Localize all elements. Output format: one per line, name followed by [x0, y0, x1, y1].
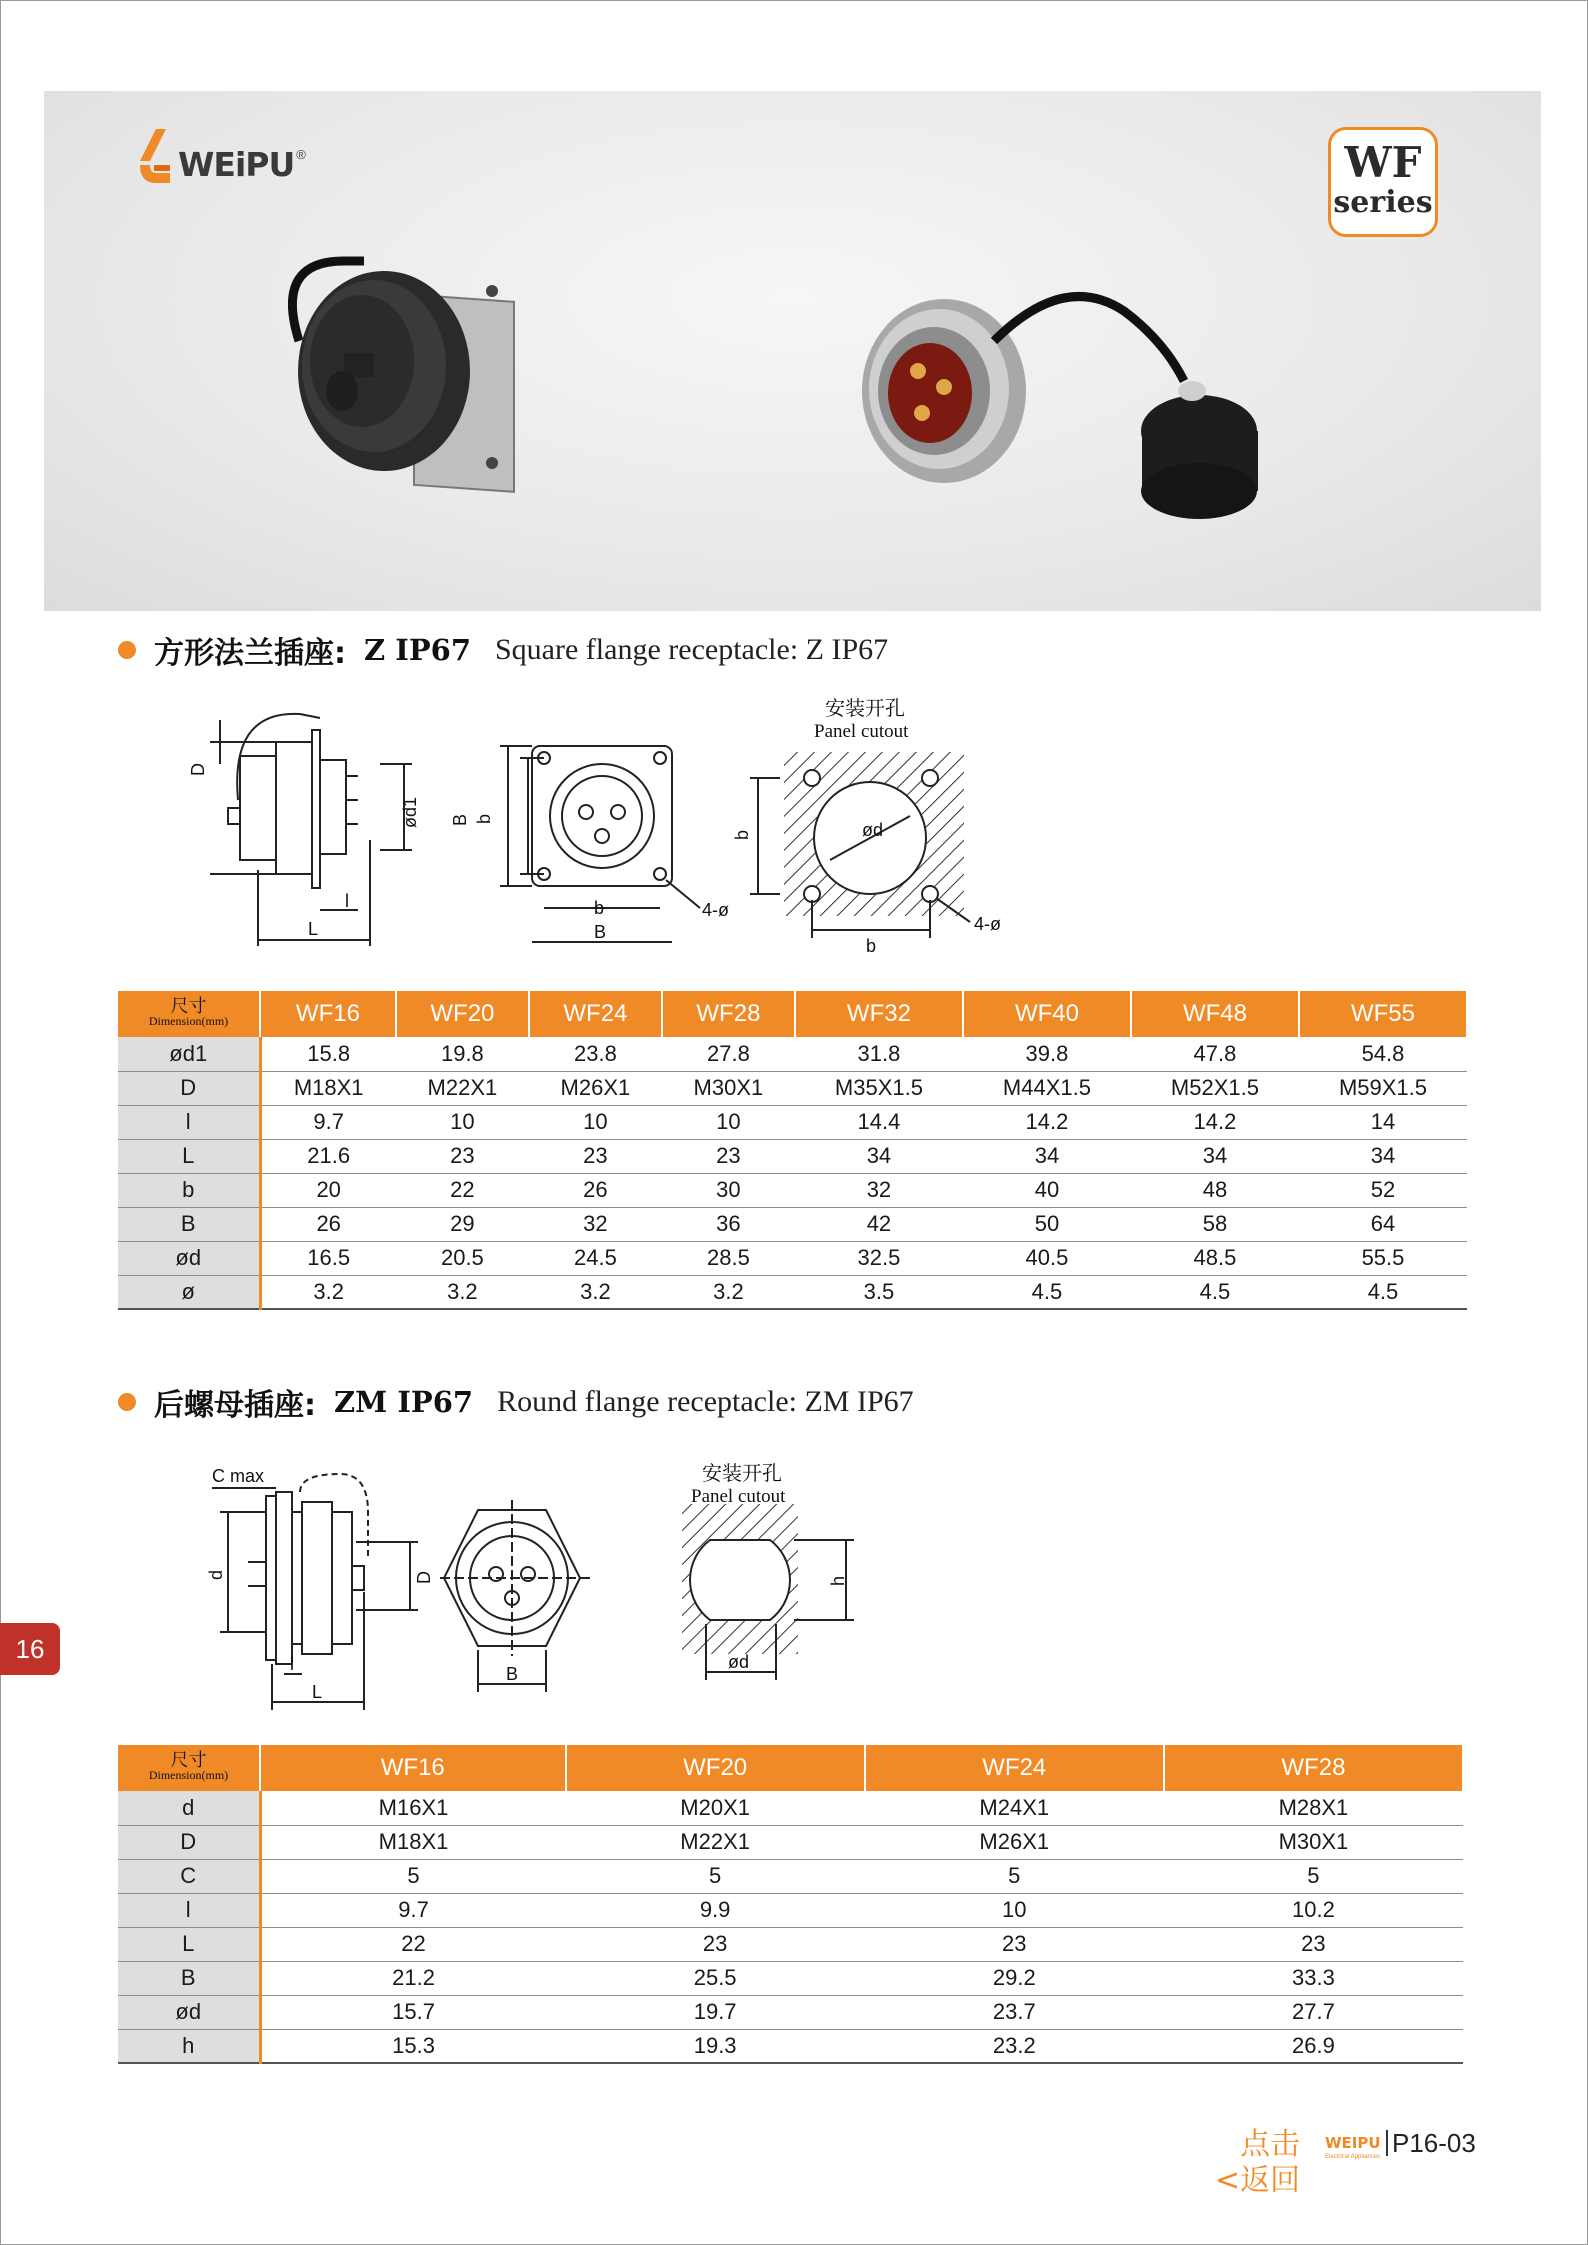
section2-title	[118, 1380, 914, 1424]
table-cell: 5	[865, 1859, 1164, 1893]
table-cell: 23	[1164, 1927, 1463, 1961]
table-cell: 25.5	[566, 1961, 865, 1995]
table-cell: 32	[529, 1207, 662, 1241]
table-cell: 20	[260, 1173, 396, 1207]
table-cell: 10	[396, 1105, 529, 1139]
row-label: ø	[118, 1275, 260, 1309]
table-cell: 3.2	[662, 1275, 795, 1309]
table-row	[118, 1995, 1463, 2029]
table-cell: 10.2	[1164, 1893, 1463, 1927]
series-badge-top: WF	[1344, 138, 1422, 187]
bullet-icon	[118, 641, 136, 659]
table-cell: 23	[529, 1139, 662, 1173]
table-row	[118, 1791, 1463, 1825]
table-cell: 4.5	[1299, 1275, 1467, 1309]
column-header: WF24	[529, 991, 662, 1037]
column-header: WF55	[1299, 991, 1467, 1037]
section1-technical-drawing	[180, 690, 1040, 960]
back-link-click[interactable]: 点击	[1240, 2127, 1301, 2162]
footer-separator	[1386, 2130, 1388, 2156]
page-number-tab: 16	[0, 1623, 60, 1675]
table-cell: 19.3	[566, 2029, 865, 2063]
panel-cutout-en: Panel cutout	[814, 721, 909, 742]
table-row	[118, 1275, 1467, 1309]
table-cell: 64	[1299, 1207, 1467, 1241]
table-cell: 32	[795, 1173, 963, 1207]
row-label: b	[118, 1173, 260, 1207]
section2-code: ZM IP67	[334, 1385, 474, 1419]
table-cell: 34	[1131, 1139, 1299, 1173]
row-label: ød	[118, 1995, 260, 2029]
table-cell: 54.8	[1299, 1037, 1467, 1071]
label-d1: ød1	[400, 796, 420, 828]
dimension-header-cn: 尺寸	[170, 996, 207, 1017]
table-cell: M24X1	[865, 1791, 1164, 1825]
table-row	[118, 1893, 1463, 1927]
table-cell: 34	[795, 1139, 963, 1173]
table-cell: 48	[1131, 1173, 1299, 1207]
table-cell: M20X1	[566, 1791, 865, 1825]
label-L: L	[312, 1682, 323, 1702]
table-cell: 3.2	[529, 1275, 662, 1309]
table-cell: 15.8	[260, 1037, 396, 1071]
table-header-row	[118, 991, 1467, 1037]
table-cell: 23.2	[865, 2029, 1164, 2063]
label-D: D	[188, 763, 208, 776]
table-cell: 14.2	[963, 1105, 1131, 1139]
table-cell: 19.7	[566, 1995, 865, 2029]
panel-cutout-cn: 安装开孔	[825, 698, 905, 720]
table-row	[118, 1825, 1463, 1859]
section1-code: Z IP67	[364, 633, 471, 667]
table-row	[118, 1207, 1467, 1241]
table-cell: 22	[396, 1173, 529, 1207]
label-L: L	[308, 919, 319, 939]
table-cell: 27.8	[662, 1037, 795, 1071]
table-cell: 55.5	[1299, 1241, 1467, 1275]
table-cell: 22	[260, 1927, 566, 1961]
table-cell: 10	[529, 1105, 662, 1139]
logo-registered: ®	[296, 146, 306, 162]
table-cell: 26	[529, 1173, 662, 1207]
label-h: h	[828, 1575, 848, 1586]
table-row	[118, 1961, 1463, 1995]
label-b: b	[594, 898, 605, 918]
table-cell: M28X1	[1164, 1791, 1463, 1825]
table-cell: M18X1	[260, 1825, 566, 1859]
table-cell: 26	[260, 1207, 396, 1241]
table-cell: 34	[963, 1139, 1131, 1173]
column-header: WF24	[865, 1745, 1164, 1791]
table-cell: 21.2	[260, 1961, 566, 1995]
section2-technical-drawing	[200, 1452, 880, 1716]
table-cell: 14	[1299, 1105, 1467, 1139]
label-B-vert: B	[450, 813, 470, 826]
hero-banner	[44, 91, 1541, 611]
label-B: B	[506, 1664, 519, 1684]
column-header: WF40	[963, 991, 1131, 1037]
table-row	[118, 1105, 1467, 1139]
table-cell: 28.5	[662, 1241, 795, 1275]
table-cell: 9.9	[566, 1893, 865, 1927]
row-label: D	[118, 1071, 260, 1105]
dimension-header-cn: 尺寸	[170, 1750, 207, 1771]
row-label: l	[118, 1893, 260, 1927]
table-cell: 42	[795, 1207, 963, 1241]
label-l: l	[345, 891, 349, 911]
column-header: WF20	[396, 991, 529, 1037]
row-label: l	[118, 1105, 260, 1139]
panel-cutout-en: Panel cutout	[691, 1486, 786, 1507]
table-cell: 47.8	[1131, 1037, 1299, 1071]
row-label: ød	[118, 1241, 260, 1275]
section2-title-cn: 后螺母插座:	[154, 1388, 316, 1423]
row-label: h	[118, 2029, 260, 2063]
label-D: D	[414, 1571, 434, 1584]
table-cell: 15.3	[260, 2029, 566, 2063]
table-row	[118, 1071, 1467, 1105]
table-row	[118, 1037, 1467, 1071]
footer-brand: WEIPU	[1325, 2134, 1381, 2152]
table-cell: 23	[396, 1139, 529, 1173]
table-cell: 50	[963, 1207, 1131, 1241]
section1-title-cn: 方形法兰插座:	[154, 636, 346, 671]
row-label: B	[118, 1207, 260, 1241]
table-cell: 29	[396, 1207, 529, 1241]
label-l: l	[290, 1654, 294, 1674]
table-cell: 23	[865, 1927, 1164, 1961]
table-cell: M26X1	[865, 1825, 1164, 1859]
label-B: B	[594, 922, 607, 942]
table-cell: 33.3	[1164, 1961, 1463, 1995]
section1-dimension-table	[118, 991, 1468, 1310]
section2-title-en: Round flange receptacle: ZM IP67	[497, 1385, 914, 1418]
table-cell: 40	[963, 1173, 1131, 1207]
table-cell: M26X1	[529, 1071, 662, 1105]
table-cell: 5	[566, 1859, 865, 1893]
table-row	[118, 1139, 1467, 1173]
table-cell: 14.4	[795, 1105, 963, 1139]
table-cell: 16.5	[260, 1241, 396, 1275]
table-cell: 15.7	[260, 1995, 566, 2029]
row-label: L	[118, 1927, 260, 1961]
column-header: WF48	[1131, 991, 1299, 1037]
table-row	[118, 1241, 1467, 1275]
table-cell: M44X1.5	[963, 1071, 1131, 1105]
table-cell: 31.8	[795, 1037, 963, 1071]
table-cell: 4.5	[1131, 1275, 1299, 1309]
round-receptacle-product-image	[862, 296, 1258, 519]
column-header: WF28	[662, 991, 795, 1037]
table-cell: 30	[662, 1173, 795, 1207]
section2-dimension-table	[118, 1745, 1464, 2064]
footer-page-number: P16-03	[1392, 2128, 1476, 2158]
table-cell: 52	[1299, 1173, 1467, 1207]
table-cell: M59X1.5	[1299, 1071, 1467, 1105]
table-cell: 19.8	[396, 1037, 529, 1071]
table-cell: 23.7	[865, 1995, 1164, 2029]
label-d: d	[206, 1569, 226, 1580]
table-cell: 58	[1131, 1207, 1299, 1241]
product-photo	[44, 91, 1541, 611]
logo-text: WEiPU	[178, 144, 295, 184]
row-label: ød1	[118, 1037, 260, 1071]
table-cell: 3.5	[795, 1275, 963, 1309]
table-cell: 5	[1164, 1859, 1463, 1893]
table-cell: M18X1	[260, 1071, 396, 1105]
dimension-header	[118, 991, 260, 1037]
square-flange-product-image	[292, 261, 514, 492]
table-cell: 4.5	[963, 1275, 1131, 1309]
label-od: ød	[728, 1652, 750, 1672]
table-cell: M52X1.5	[1131, 1071, 1299, 1105]
table-cell: 20.5	[396, 1241, 529, 1275]
table-cell: 21.6	[260, 1139, 396, 1173]
label-b-vert: b	[474, 813, 494, 824]
table-cell: 10	[662, 1105, 795, 1139]
table-cell: 39.8	[963, 1037, 1131, 1071]
row-label: C	[118, 1859, 260, 1893]
table-cell: 9.7	[260, 1893, 566, 1927]
table-cell: M30X1	[662, 1071, 795, 1105]
table-cell: 3.2	[260, 1275, 396, 1309]
dimension-header-en: Dimension(mm)	[148, 1768, 229, 1782]
table-cell: 23.8	[529, 1037, 662, 1071]
table-header-row	[118, 1745, 1463, 1791]
section1-title-en: Square flange receptacle: Z IP67	[495, 633, 889, 666]
table-cell: 14.2	[1131, 1105, 1299, 1139]
column-header: WF16	[260, 991, 396, 1037]
dimension-header-en: Dimension(mm)	[148, 1014, 229, 1028]
table-cell: M22X1	[396, 1071, 529, 1105]
row-label: B	[118, 1961, 260, 1995]
table-cell: 36	[662, 1207, 795, 1241]
bullet-icon	[118, 1393, 136, 1411]
section1-title	[118, 628, 888, 672]
column-header: WF28	[1164, 1745, 1463, 1791]
label-b-cutout: b	[732, 829, 752, 840]
panel-cutout-cn: 安装开孔	[702, 1463, 782, 1485]
column-header: WF20	[566, 1745, 865, 1791]
label-holes-cutout: 4-ø	[974, 914, 1001, 934]
series-badge-bottom: series	[1333, 185, 1433, 220]
row-label: D	[118, 1825, 260, 1859]
table-cell: 26.9	[1164, 2029, 1463, 2063]
back-link[interactable]	[1215, 2127, 1300, 2199]
column-header: WF32	[795, 991, 963, 1037]
table-row	[118, 2029, 1463, 2063]
row-label: L	[118, 1139, 260, 1173]
table-cell: 29.2	[865, 1961, 1164, 1995]
table-cell: 40.5	[963, 1241, 1131, 1275]
table-cell: 3.2	[396, 1275, 529, 1309]
table-cell: 27.7	[1164, 1995, 1463, 2029]
table-cell: M35X1.5	[795, 1071, 963, 1105]
table-cell: M16X1	[260, 1791, 566, 1825]
label-c-max: C max	[212, 1466, 265, 1486]
table-row	[118, 1859, 1463, 1893]
table-cell: 34	[1299, 1139, 1467, 1173]
label-holes: 4-ø	[702, 900, 729, 920]
label-b-cutout-h: b	[866, 936, 877, 956]
row-label: d	[118, 1791, 260, 1825]
table-cell: 5	[260, 1859, 566, 1893]
table-cell: 48.5	[1131, 1241, 1299, 1275]
table-cell: 32.5	[795, 1241, 963, 1275]
dimension-header	[118, 1745, 260, 1791]
footer-brand-sub: Electrical Appliances	[1325, 2154, 1381, 2160]
table-cell: 24.5	[529, 1241, 662, 1275]
table-cell: 23	[566, 1927, 865, 1961]
table-row	[118, 1173, 1467, 1207]
back-link-return[interactable]: <返回	[1215, 2163, 1301, 2198]
table-cell: M30X1	[1164, 1825, 1463, 1859]
label-d: ød	[862, 820, 884, 840]
table-cell: M22X1	[566, 1825, 865, 1859]
column-header: WF16	[260, 1745, 566, 1791]
table-cell: 9.7	[260, 1105, 396, 1139]
table-row	[118, 1927, 1463, 1961]
table-cell: 10	[865, 1893, 1164, 1927]
table-cell: 23	[662, 1139, 795, 1173]
